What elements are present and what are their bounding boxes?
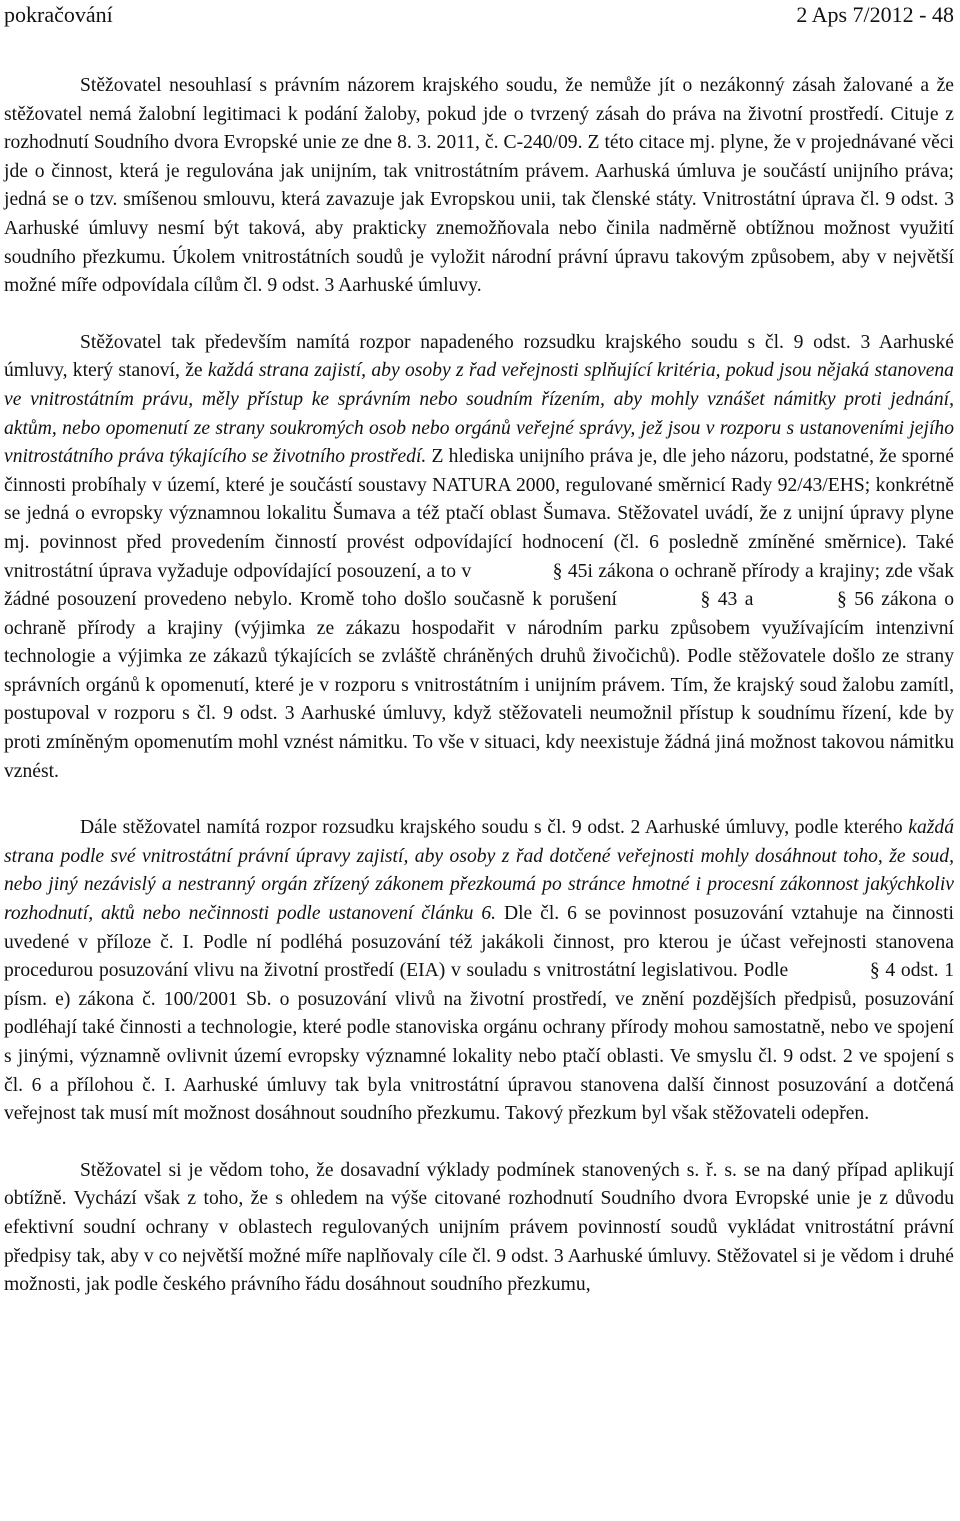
paragraph-2-text-a: Stěžovatel tak především namítá rozpor napadeného rozsudku krajského soudu s čl. 9 odst. 3 Aarhuské úmluvy, který stanoví, že: [4, 331, 954, 382]
paragraph-2-text-f: 56 zákona o ochraně přírody a krajiny (výjimka ze zákazu hospodařit v národním parku způsobem využívajícím intenzivní technologie a výjimka ze zákazů týkajících se zvláště chráněných druhů živočichů). Podle stěžovatele došlo ze strany správních orgánů k opomenutí, které je v rozporu s vnitrostátním i unijním právem. Tím, že krajský soud žalobu zamítl, postupoval v rozporu s čl. 9 odst. 3 Aarhuské úmluvy, když stěžovateli neumožnil přístup k soudnímu řízení, kde by proti zmíněným opomenutím mohl vznést námitku. To vše v situaci, kdy neexistuje žádná jiná možnost takovou námitku vznést.: [4, 589, 955, 782]
paragraph-2-text-c: Z hlediska unijního práva je, dle jeho názoru, podstatné, že sporné činnosti probíhaly v území, které je součástí soustavy NATURA 2000, regulované směrnicí Rady 92/43/EHS; konkrétně se jedná o evropsky významnou lokalitu Šumava a též ptačí oblast Šumava. Stěžovatel uvádí, že z unijní úpravy plyne mj. povinnost před provedením činností provést odpovídající hodnocení (čl. 6 posledně zmíněné směrnice). Také vnitrostátní úprava vyžaduje odpovídající posouzení, a to v: [4, 446, 954, 582]
paragraph-3-text-d: 4 odst. 1 písm. e) zákona č. 100/2001 Sb. o posuzování vlivů na životní prostředí, ve znění pozdějších předpisů, posuzování podléhají také činnosti a technologie, které podle stanoviska orgánu ochrany přírody mohou samostatně, nebo ve spojení s jinými, významně ovlivnit území evropsky významné lokality nebo ptačí oblasti. Ve smyslu čl. 9 odst. 2 ve spojení s čl. 6 a přílohou č. I. Aarhuské úmluvy tak byla vnitrostátní úpravou stanovena další činnost posuzování a dotčená veřejnost tak musí mít možnost dosáhnout soudního přezkumu. Takový přezkum byl však stěžovateli odepřen.: [4, 960, 954, 1125]
paragraph-3: [4, 814, 954, 1129]
section-sign-icon: §: [700, 589, 711, 611]
header-case-number: 2 Aps 7/2012 - 48: [796, 2, 954, 27]
paragraph-4: Stěžovatel si je vědom toho, že dosavadní výklady podmínek stanovených s. ř. s. se na daný případ aplikují obtížně. Vychází však z toho, že s ohledem na výše citované rozhodnutí Soudního dvora Evropské unie je z důvodu efektivní soudní ochrany v oblastech regulovaných unijním právem povinností soudů vykládat vnitrostátní právní předpisy tak, aby v co největší možné míře naplňovaly cíle čl. 9 odst. 3 Aarhuské úmluvy. Stěžovatel si je vědom i druhé možnosti, jak podle českého právního řádu dosáhnout soudního přezkumu,: [4, 1159, 954, 1296]
paragraph-2-text-d: 45i zákona o ochraně přírody a krajiny; zde však žádné posouzení provedeno nebylo. Kromě toho došlo současně k porušení: [4, 560, 954, 611]
document-body: [4, 72, 954, 1300]
section-sign-icon: §: [836, 589, 847, 611]
paragraph-2: [4, 329, 954, 787]
page-header: [4, 2, 954, 28]
paragraph-2-text-e: 43 a: [710, 589, 761, 611]
header-continuation: pokračování: [4, 2, 113, 27]
paragraph-1: Stěžovatel nesouhlasí s právním názorem krajského soudu, že nemůže jít o nezákonný zásah žalované a že stěžovatel nemá žalobní legitimaci k podání žaloby, pokud jde o tvrzený zásah do práva na životní prostředí. Cituje z rozhodnutí Soudního dvora Evropské unie ze dne 8. 3. 2011, č. C-240/09. Z této citace mj. plyne, že v projednávané věci jde o činnost, která je regulována jak unijním, tak vnitrostátním právem. Aarhuská úmluva je součástí unijního práva; jedná se o tzv. smíšenou smlouvu, která zavazuje jak Evropskou unii, tak členské státy. Vnitrostátní úprava čl. 9 odst. 3 Aarhuské úmluvy nesmí být taková, aby prakticky znemožňovala nebo činila nadměrně obtížnou možnost využití soudního přezkumu. Úkolem vnitrostátních soudů je vyložit národní právní úpravu takovým způsobem, aby v největší možné míře odpovídala cílům čl. 9 odst. 3 Aarhuské úmluvy.: [4, 75, 954, 297]
section-sign-icon: §: [869, 960, 880, 982]
paragraph-2-quote: každá strana zajistí, aby osoby z řad veřejnosti splňující kritéria, pokud jsou nějaká stanovena ve vnitrostátním právu, měly přístup ke správním nebo soudním řízením, aby mohly vznášet námitky proti jednání, aktům, nebo opomenutí ze strany soukromých osob nebo orgánů veřejné správy, jež jsou v rozporu s ustanoveními jejího vnitrostátního práva týkajícího se životního prostředí.: [4, 360, 954, 468]
paragraph-3-quote: každá strana podle své vnitrostátní právní úpravy zajistí, aby osoby z řad dotčené veřejnosti mohly dosáhnout toho, že soud, nebo jiný nezávislý a nestranný orgán zřízený zákonem přezkoumá po stránce hmotné i procesní zákonnost jakýchkoliv rozhodnutí, aktů nebo nečinnosti podle ustanovení článku 6.: [4, 817, 954, 925]
paragraph-3-text-c: Dle čl. 6 se povinnost posuzování vztahuje na činnosti uvedené v příloze č. I. Podle ní podléhá posuzování též jakákoli činnost, pro kterou je účast veřejnosti stanovena procedurou posuzování vlivu na životní prostředí (EIA) v souladu s vnitrostátní legislativou. Podle: [4, 903, 954, 982]
section-sign-icon: §: [552, 560, 563, 582]
paragraph-3-text-a: Dále stěžovatel namítá rozpor rozsudku krajského soudu s čl. 9 odst. 2 Aarhuské úmluvy, podle kterého: [80, 817, 909, 839]
